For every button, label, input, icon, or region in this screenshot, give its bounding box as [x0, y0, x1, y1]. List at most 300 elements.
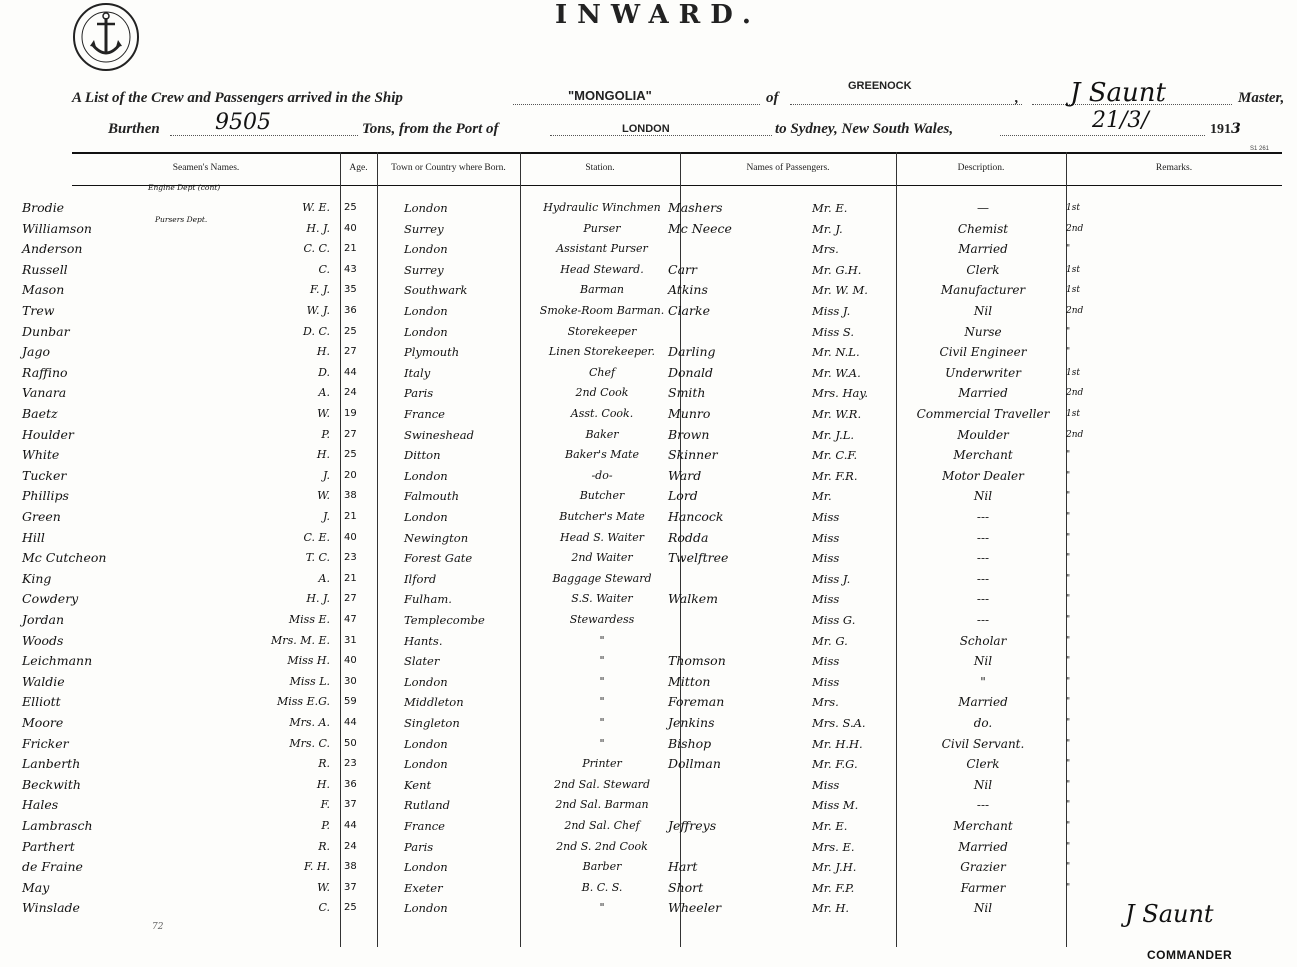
- seaman-surname: Mason: [22, 282, 65, 298]
- table-row: [0, 837, 1297, 857]
- seaman-birthplace: Kent: [404, 777, 432, 792]
- seaman-surname: Jago: [22, 344, 50, 360]
- arrival-date: 21/3/: [1092, 108, 1149, 133]
- remark: ": [1066, 326, 1071, 337]
- remark: 1st: [1066, 203, 1080, 213]
- passenger-description: Chemist: [957, 221, 1009, 236]
- seaman-initials: H.: [316, 448, 330, 462]
- remark: ": [1066, 594, 1071, 605]
- seaman-birthplace: London: [404, 860, 448, 875]
- remark: 1st: [1066, 285, 1080, 296]
- seaman-surname: Hales: [22, 797, 59, 813]
- seaman-surname: Lambrasch: [22, 818, 93, 833]
- table-row: [0, 280, 1297, 300]
- seaman-station: B. C. S.: [581, 880, 623, 894]
- seaman-surname: Lanberth: [22, 756, 81, 772]
- table-row: [0, 301, 1297, 321]
- passenger-title: Miss: [812, 510, 840, 524]
- passenger-title: Mr. F.R.: [812, 468, 858, 483]
- from-port: LONDON: [622, 123, 670, 135]
- passenger-name: Clarke: [668, 303, 710, 318]
- seaman-age: 20: [344, 469, 357, 481]
- passenger-name: Atkins: [668, 282, 708, 298]
- seaman-station: ": [599, 695, 605, 709]
- commander-signature: J Saunt: [1125, 900, 1214, 928]
- table-row: [0, 795, 1297, 815]
- seaman-surname: White: [22, 447, 60, 463]
- seaman-surname: Brodie: [22, 200, 65, 215]
- seaman-station: Storekeeper: [567, 324, 637, 338]
- passenger-title: Mr. N.L.: [812, 345, 860, 360]
- seaman-initials: F. H.: [303, 860, 330, 874]
- passenger-title: Mrs. S.A.: [812, 716, 866, 730]
- remark: ": [1066, 759, 1071, 770]
- passenger-description: ---: [976, 530, 990, 545]
- seaman-station: 2nd Sal. Chef: [564, 819, 640, 832]
- passenger-description: ---: [976, 571, 990, 586]
- seaman-initials: D. C.: [303, 324, 330, 338]
- seaman-station: Head S. Waiter: [560, 530, 644, 544]
- seaman-age: 35: [344, 284, 357, 296]
- passenger-title: Miss J.: [812, 571, 851, 586]
- passenger-description: Commercial Traveller: [916, 407, 1050, 421]
- passenger-name: Ward: [668, 467, 702, 483]
- col-age: Age.: [349, 163, 368, 173]
- seaman-age: 21: [344, 243, 357, 255]
- passenger-name: Rodda: [668, 529, 709, 545]
- passenger-title: Mrs. Hay.: [812, 386, 868, 401]
- seaman-birthplace: London: [404, 324, 448, 339]
- seaman-age: 30: [344, 675, 357, 687]
- passenger-title: Miss: [812, 530, 840, 545]
- seaman-initials: H. J.: [306, 592, 330, 606]
- seaman-surname: Mc Cutcheon: [22, 550, 107, 566]
- seaman-station: Stewardess: [569, 613, 635, 626]
- table-row: [0, 692, 1297, 712]
- seaman-initials: J.: [322, 510, 330, 523]
- remark: ": [1066, 656, 1071, 667]
- table-header-rule: [72, 185, 1282, 186]
- seaman-surname: Dunbar: [22, 323, 70, 339]
- passenger-description: Underwriter: [945, 365, 1021, 380]
- seaman-birthplace: Slater: [404, 654, 440, 669]
- seaman-station: Baggage Steward: [552, 571, 652, 585]
- passenger-name: Hancock: [668, 509, 724, 524]
- seaman-initials: D.: [318, 365, 330, 379]
- seaman-birthplace: Southwark: [404, 283, 468, 298]
- remark: 2nd: [1066, 388, 1084, 399]
- passenger-title: Mrs. E.: [812, 839, 855, 854]
- seaman-initials: Mrs. A.: [289, 716, 330, 729]
- passenger-description: Nil: [973, 304, 993, 318]
- seaman-station: Purser: [583, 221, 621, 235]
- seaman-station: ": [599, 674, 605, 688]
- passenger-description: —: [977, 201, 989, 215]
- seaman-age: 27: [344, 593, 357, 605]
- table-row: [0, 239, 1297, 259]
- table-row: [0, 528, 1297, 548]
- passenger-description: Nurse: [964, 324, 1002, 339]
- seaman-age: 25: [344, 902, 357, 914]
- seaman-station: 2nd Waiter: [571, 551, 633, 565]
- seaman-birthplace: Exeter: [404, 880, 443, 895]
- seaman-surname: Woods: [22, 632, 64, 648]
- table-row: [0, 734, 1297, 754]
- passenger-name: Bishop: [668, 735, 712, 751]
- seaman-surname: Moore: [22, 715, 64, 730]
- seaman-initials: C.: [318, 901, 330, 915]
- seaman-station: ": [599, 901, 605, 915]
- seaman-surname: Leichmann: [22, 653, 93, 669]
- seaman-birthplace: London: [404, 736, 448, 751]
- seaman-birthplace: Newington: [404, 530, 469, 545]
- seaman-surname: Tucker: [22, 467, 67, 483]
- passenger-title: Mr. H.H.: [812, 736, 863, 751]
- seaman-birthplace: Paris: [404, 839, 434, 854]
- seaman-station: S.S. Waiter: [571, 592, 633, 606]
- passenger-name: Wheeler: [668, 900, 722, 916]
- seaman-age: 27: [344, 428, 357, 440]
- passenger-title: Miss J.: [812, 304, 851, 318]
- seaman-birthplace: Italy: [404, 365, 431, 380]
- seaman-surname: Trew: [22, 303, 55, 318]
- seaman-birthplace: London: [404, 901, 448, 916]
- table-row: [0, 672, 1297, 692]
- seaman-surname: Hill: [22, 529, 45, 545]
- passenger-title: Miss M.: [812, 798, 859, 813]
- remark: ": [1066, 615, 1071, 625]
- master-label: Master,: [1238, 90, 1285, 106]
- seaman-initials: F.: [320, 798, 330, 812]
- seaman-surname: Fricker: [22, 735, 69, 751]
- seaman-age: 37: [344, 881, 357, 893]
- seaman-initials: Miss H.: [287, 654, 330, 668]
- seaman-age: 24: [344, 840, 357, 852]
- remark: ": [1066, 718, 1071, 728]
- passenger-title: Mr. H.: [812, 901, 850, 916]
- seaman-surname: Raffino: [22, 364, 68, 380]
- seaman-surname: Baetz: [22, 406, 58, 421]
- seaman-birthplace: Plymouth: [404, 345, 460, 360]
- seaman-age: 44: [344, 366, 357, 378]
- seaman-age: 38: [344, 861, 357, 873]
- seaman-birthplace: Fulham.: [404, 592, 452, 607]
- table-row: [0, 425, 1297, 445]
- passenger-description: ": [980, 674, 986, 689]
- tons-from-label: Tons, from the Port of: [362, 121, 499, 137]
- burthen-value: 9505: [215, 110, 271, 135]
- remark: ": [1066, 244, 1071, 255]
- seaman-initials: Miss L.: [289, 674, 330, 688]
- seaman-initials: H.: [316, 777, 330, 791]
- year-printed: 191: [1210, 122, 1231, 137]
- seaman-initials: Miss E.G.: [277, 695, 330, 709]
- table-row: [0, 878, 1297, 898]
- remark: ": [1066, 347, 1071, 358]
- seaman-initials: W.: [317, 407, 330, 420]
- passenger-description: Manufacturer: [940, 283, 1026, 298]
- passenger-description: Married: [958, 839, 1008, 854]
- passenger-description: Nil: [973, 489, 993, 504]
- passenger-description: Farmer: [960, 880, 1006, 895]
- seaman-age: 44: [344, 820, 357, 831]
- remark: ": [1066, 553, 1071, 564]
- table-row: [0, 404, 1297, 424]
- col-town: Town or Country where Born.: [391, 163, 506, 173]
- seaman-initials: C. C.: [303, 242, 330, 256]
- passenger-title: Miss S.: [812, 324, 855, 339]
- seaman-birthplace: Hants.: [404, 633, 443, 648]
- seaman-age: 43: [344, 263, 357, 275]
- remark: 2nd: [1066, 429, 1084, 440]
- remark: ": [1066, 450, 1071, 461]
- passenger-name: Walkem: [668, 591, 719, 607]
- ship-name: "MONGOLIA": [568, 88, 652, 103]
- form-code: S1 261: [1250, 146, 1270, 152]
- remark: ": [1066, 532, 1071, 543]
- passenger-title: Mr. F.G.: [812, 757, 858, 772]
- seaman-age: 25: [344, 449, 357, 461]
- col-remarks: Remarks.: [1155, 163, 1193, 173]
- seaman-initials: P.: [321, 819, 330, 832]
- seaman-age: 25: [344, 202, 357, 213]
- seaman-surname: Elliott: [22, 694, 61, 710]
- passenger-title: Mr. C.F.: [812, 448, 858, 463]
- engine-dept-note: Engine Dept (cont): [148, 183, 221, 192]
- seaman-birthplace: Surrey: [404, 221, 444, 236]
- table-row: [0, 322, 1297, 342]
- commander-label: COMMANDER: [1147, 948, 1233, 962]
- remark: ": [1066, 512, 1071, 522]
- seaman-surname: Phillips: [22, 488, 69, 504]
- seaman-initials: W.: [317, 880, 330, 894]
- col-seamen-names: Seamen's Names.: [172, 163, 240, 173]
- list-heading: A List of the Crew and Passengers arrived in the Ship: [72, 90, 403, 106]
- seaman-station: 2nd S. 2nd Cook: [556, 839, 648, 853]
- remark: 1st: [1066, 264, 1080, 275]
- passenger-name: Mitton: [668, 673, 711, 689]
- passenger-title: Miss: [812, 592, 840, 607]
- passenger-title: Miss G.: [812, 613, 856, 627]
- seaman-initials: Mrs. C.: [289, 736, 330, 750]
- remark: 1st: [1066, 409, 1080, 419]
- seaman-initials: P.: [321, 427, 330, 441]
- seaman-station: Baker: [585, 427, 619, 441]
- passenger-description: Clerk: [966, 262, 1000, 277]
- remark: ": [1066, 635, 1071, 646]
- remark: 2nd: [1066, 306, 1084, 316]
- table-row: [0, 363, 1297, 383]
- seaman-birthplace: Middleton: [404, 695, 464, 710]
- passenger-name: Dollman: [668, 756, 721, 772]
- seaman-birthplace: London: [404, 468, 448, 483]
- passenger-description: Civil Servant.: [941, 736, 1025, 751]
- passenger-name: Hart: [668, 859, 698, 875]
- seaman-station: 2nd Sal. Steward: [554, 777, 650, 791]
- passenger-description: Grazier: [960, 860, 1006, 875]
- seaman-surname: Houlder: [22, 426, 74, 442]
- seaman-birthplace: France: [404, 819, 445, 833]
- seaman-station: Chef: [588, 365, 616, 379]
- port-of-registry: GREENOCK: [848, 80, 912, 92]
- table-row: [0, 486, 1297, 506]
- table-row: [0, 857, 1297, 877]
- page-title: INWARD.: [555, 0, 761, 30]
- passenger-description: Civil Engineer: [939, 345, 1027, 360]
- seaman-age: 36: [344, 778, 357, 790]
- seaman-birthplace: London: [404, 674, 448, 689]
- seaman-birthplace: London: [404, 304, 448, 318]
- seaman-birthplace: Surrey: [404, 262, 444, 277]
- table-row: [0, 198, 1297, 218]
- seaman-surname: Parthert: [22, 838, 75, 854]
- seaman-station: Head Steward.: [560, 262, 644, 276]
- seaman-surname: Beckwith: [22, 776, 81, 792]
- burthen-label: Burthen: [108, 121, 160, 137]
- passenger-name: Darling: [668, 344, 716, 360]
- seaman-surname: Williamson: [22, 220, 92, 236]
- passenger-title: Mr. J.L.: [812, 427, 854, 442]
- remark: 2nd: [1066, 223, 1084, 234]
- passenger-name: Jenkins: [668, 715, 715, 730]
- anchor-seal-icon: [72, 2, 140, 72]
- seaman-birthplace: Paris: [404, 386, 434, 401]
- seaman-birthplace: Ditton: [404, 448, 441, 463]
- table-row: [0, 651, 1297, 671]
- seaman-age: 40: [344, 531, 357, 543]
- seaman-age: 38: [344, 490, 357, 502]
- seaman-age: 50: [344, 737, 357, 749]
- seaman-station: Assistant Purser: [556, 242, 648, 256]
- passenger-title: Mr. J.: [812, 221, 843, 236]
- table-row: [0, 445, 1297, 465]
- seaman-age: 24: [344, 387, 357, 399]
- remark: ": [1066, 821, 1071, 831]
- table-row: [0, 342, 1297, 362]
- passenger-name: Mc Neece: [668, 220, 732, 236]
- passenger-name: Smith: [668, 385, 706, 401]
- seaman-birthplace: Rutland: [404, 798, 450, 813]
- seaman-birthplace: Singleton: [404, 716, 460, 730]
- table-row: [0, 816, 1297, 836]
- table-row: [0, 775, 1297, 795]
- seaman-station: Butcher's Mate: [559, 510, 645, 523]
- passenger-name: Thomson: [668, 653, 726, 669]
- manifest-page: INWARD. A List of the Crew and Passengers arrived in the Ship "MONGOLIA" of GREENOCK , J Saunt Master, Burthen 9505 Tons, from the Port of LONDON to Sydney, New South Wales, 21/3/ 1913 S1 261 Seamen's Names. Age. Town or Country where Born. Station. Names of Passengers. Description. Remarks. Engine Dept (cont) Pursers Dept. Brodie W. E. 25 London Hydraulic Winchmen Mashers Mr. E. — 1st Williamson H. J. 40 Surrey Purser Mc Neece Mr. J. Chemist 2nd Anderson C. C. 21 London Assistant Purser Mrs. Married " Russell C. 43 Surrey Head Steward. Carr Mr. G.H. Clerk 1st Mason F. J. 35 Southwark Barman Atkins Mr. W. M. Manufacturer 1st Trew W. J. 36 London Smoke-Room Barman. Clarke Miss J. Nil 2nd Dunbar D. C. 25 London Storekeeper Miss S. Nurse " Jago H. 27 Plymouth Linen Storekeeper. Darling Mr. N.L. Civil Engineer " Raffino D. 44 Italy Chef Donald Mr. W.A. Underwriter 1st Vanara A. 24 Paris 2nd Cook Smith Mrs. Hay. Married 2nd Baetz W. 19 France Asst. Cook. Munro Mr. W.R. Commercial Traveller 1st Houlder P. 27 Swineshead Baker Brown Mr. J.L. Moulder 2nd White H. 25 Ditton Baker's Mate Skinner Mr. C.F. Merchant " Tucker J. 20 London -do- Ward Mr. F.R. Motor Dealer " Phillips W. 38 Falmouth Butcher Lord Mr. Nil " Green J. 21 London Butcher's Mate Hancock Miss --- " Hill C. E. 40 Newington Head S. Waiter Rodda Miss --- " Mc Cutcheon T. C. 23 Forest Gate 2nd Waiter Twelftree Miss --- " King A. 21 Ilford Baggage Steward Miss J. --- " Cowdery H. J. 27 Fulham. S.S. Waiter Walkem Miss --- " Jordan Miss E. 47 Templecombe Stewardess Miss G. --- " Woods Mrs. M. E. 31 Hants. " Mr. G. Scholar " Leichmann Miss H. 40 Slater " Thomson Miss Nil " Waldie Miss L. 30 London " Mitton Miss " " Elliott Miss E.G. 59 Middleton " Foreman Mrs. Married " Moore Mrs. A. 44 Singleton " Jenkins Mrs. S.A. do. " Fricker Mrs. C. 50 London " Bishop Mr. H.H. Civil Servant. " Lanberth R. 23 London Printer Dollman Mr. F.G. Clerk " Beckwith H. 36 Kent 2nd Sal. Steward Miss Nil " Hales F. 37 Rutland 2nd Sal. Barman Miss M. --- " Lambrasch P. 44 France 2nd Sal. Chef Jeffreys Mr. E. Merchant " Parthert R. 24 Paris 2nd S. 2nd Cook Mrs. E. Married " de Fraine F. H. 38 London Barber Hart Mr. J.H. Grazier " May W. 37 Exeter B. C. S. Short Mr. F.P. Farmer " Winslade C. 25 London " Wheeler Mr. H. Nil J Saunt COMMANDER 72: [0, 0, 1297, 967]
- seaman-station: Baker's Mate: [565, 448, 639, 462]
- seaman-station: Barman: [580, 283, 624, 297]
- seaman-age: 25: [344, 325, 357, 337]
- passenger-description: ---: [976, 798, 990, 813]
- seaman-station: ": [599, 736, 605, 750]
- seaman-age: 23: [344, 758, 357, 770]
- seaman-birthplace: London: [404, 510, 448, 524]
- seaman-birthplace: London: [404, 757, 448, 772]
- seaman-age: 21: [344, 511, 357, 522]
- seaman-age: 44: [344, 717, 357, 728]
- passenger-name: Foreman: [668, 694, 725, 710]
- seaman-station: Smoke-Room Barman.: [539, 304, 665, 317]
- passenger-title: Mr. W. M.: [812, 283, 868, 298]
- passenger-description: do.: [973, 716, 993, 730]
- seaman-initials: T. C.: [305, 551, 330, 565]
- seaman-birthplace: Templecombe: [404, 613, 485, 627]
- table-top-rule: [72, 152, 1282, 154]
- seaman-birthplace: Forest Gate: [404, 551, 473, 566]
- seaman-initials: H. J.: [306, 221, 330, 235]
- table-row: [0, 631, 1297, 651]
- pursers-dept-note: Pursers Dept.: [155, 215, 208, 224]
- col-station: Station.: [585, 163, 615, 173]
- table-row: [0, 898, 1297, 918]
- seaman-initials: J.: [322, 468, 330, 482]
- table-row: [0, 754, 1297, 774]
- seaman-initials: R.: [318, 757, 330, 771]
- remark: ": [1066, 676, 1071, 687]
- seaman-initials: A.: [318, 571, 330, 585]
- remark: ": [1066, 697, 1071, 708]
- table-row: [0, 610, 1297, 630]
- seaman-station: 2nd Cook: [575, 386, 629, 400]
- seaman-birthplace: Ilford: [404, 571, 437, 586]
- passenger-description: Motor Dealer: [942, 468, 1024, 483]
- passenger-description: ---: [976, 551, 990, 566]
- seaman-surname: Anderson: [22, 241, 83, 257]
- passenger-title: Miss: [812, 674, 840, 689]
- table-row: [0, 548, 1297, 568]
- passenger-name: Donald: [668, 364, 714, 380]
- seaman-age: 31: [344, 634, 357, 646]
- passenger-name: Short: [668, 879, 704, 895]
- passenger-description: Nil: [973, 901, 993, 916]
- passenger-title: Mr. F.P.: [812, 880, 855, 895]
- seaman-surname: Vanara: [22, 385, 67, 401]
- seaman-initials: F. J.: [310, 283, 330, 297]
- passenger-description: Merchant: [953, 819, 1013, 833]
- seaman-age: 40: [344, 655, 357, 667]
- seaman-age: 36: [344, 305, 357, 316]
- seaman-station: Asst. Cook.: [570, 407, 634, 420]
- seaman-station: -do-: [591, 468, 613, 482]
- passenger-description: Scholar: [959, 633, 1007, 648]
- passenger-description: Nil: [973, 777, 993, 792]
- seaman-birthplace: London: [404, 242, 448, 257]
- passenger-title: Mr. E.: [812, 819, 848, 833]
- passenger-title: Mrs.: [812, 695, 839, 710]
- seaman-initials: C.: [318, 262, 330, 276]
- table-row: [0, 383, 1297, 403]
- passenger-title: Mr. E.: [812, 201, 848, 215]
- passenger-title: Mrs.: [812, 242, 839, 257]
- seaman-age: 37: [344, 799, 357, 811]
- seaman-station: ": [599, 633, 605, 647]
- passenger-title: Mr. J.H.: [812, 860, 857, 875]
- passenger-name: Munro: [668, 406, 711, 421]
- seaman-age: 59: [344, 696, 357, 708]
- page-note: 72: [152, 922, 164, 932]
- table-row: [0, 569, 1297, 589]
- passenger-description: ---: [976, 510, 990, 524]
- seaman-birthplace: France: [404, 407, 445, 421]
- passenger-description: Clerk: [966, 757, 1000, 772]
- col-description: Description.: [957, 163, 1005, 173]
- seaman-initials: R.: [318, 839, 330, 853]
- seaman-age: 21: [344, 572, 357, 584]
- of-label: of: [766, 90, 779, 106]
- seaman-station: Printer: [582, 757, 622, 771]
- passenger-description: ---: [976, 613, 990, 627]
- seaman-surname: Green: [22, 509, 61, 524]
